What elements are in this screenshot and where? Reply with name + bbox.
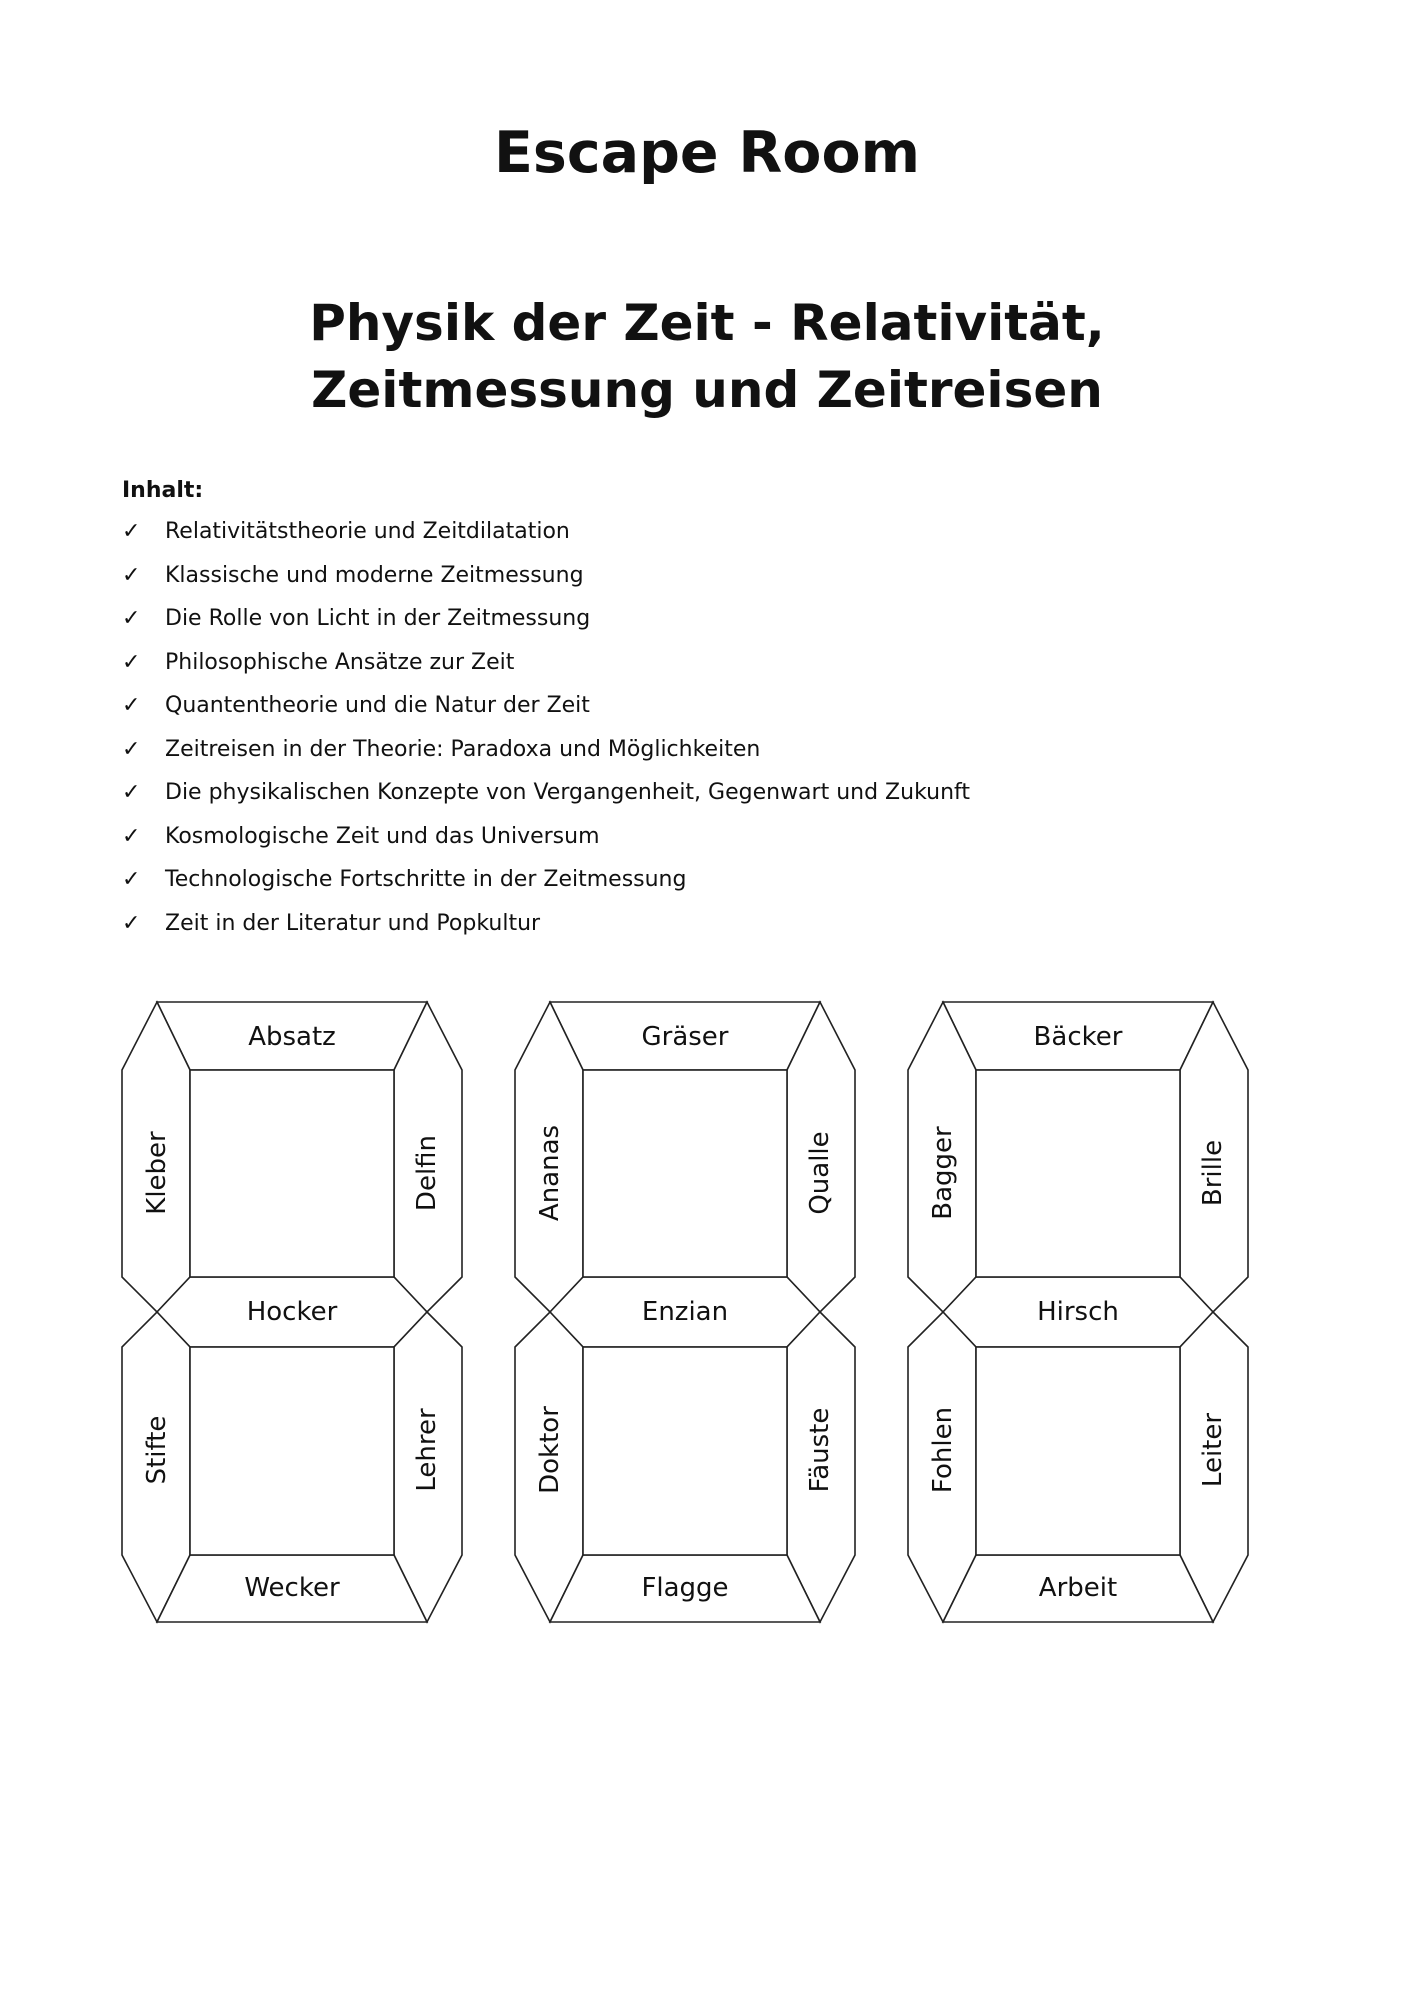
list-item-text: Klassische und moderne Zeitmessung [165, 562, 584, 588]
segment-label-top-right: Brille [1198, 1139, 1228, 1207]
inner-window-top [976, 1070, 1180, 1277]
segment-label-middle: Hirsch [1037, 1297, 1119, 1327]
segment-label-bottom-left: Doktor [535, 1406, 565, 1494]
segment-puzzle [515, 1002, 855, 1622]
segment-label-top-right: Qualle [805, 1131, 835, 1215]
segment-label-top-right: Delfin [412, 1134, 442, 1212]
list-item-text: Quantentheorie und die Natur der Zeit [165, 693, 590, 719]
segment-puzzle [122, 1002, 462, 1622]
segment-label-top: Gräser [641, 1022, 729, 1052]
list-item-text: Zeit in der Literatur und Popkultur [165, 910, 541, 936]
checkmark-icon: ✓ [122, 606, 141, 632]
inner-window-top [583, 1070, 787, 1277]
list-item-text: Die physikalischen Konzepte von Vergangenheit, Gegenwart und Zukunft [165, 780, 970, 806]
segment-label-bottom-right: Leiter [1198, 1412, 1228, 1488]
checkmark-icon: ✓ [122, 867, 141, 893]
segment-label-top: Bäcker [1033, 1022, 1123, 1052]
checkmark-icon: ✓ [122, 736, 141, 762]
segment-label-bottom-left: Stifte [142, 1415, 172, 1485]
checkmark-icon: ✓ [122, 519, 141, 545]
page-subtitle: Physik der Zeit - Relativität, Zeitmessung und Zeitreisen [309, 294, 1105, 419]
segment-puzzle [908, 1002, 1248, 1622]
segment-label-bottom: Flagge [641, 1573, 729, 1603]
checkmark-icon: ✓ [122, 649, 141, 675]
inner-window-top [190, 1070, 394, 1277]
segment-label-middle: Enzian [641, 1297, 729, 1327]
segment-label-middle: Hocker [246, 1297, 338, 1327]
list-item-text: Philosophische Ansätze zur Zeit [165, 649, 515, 675]
list-item-text: Relativitätstheorie und Zeitdilatation [165, 519, 570, 545]
segment-label-bottom-right: Lehrer [412, 1408, 442, 1492]
segment-label-bottom: Arbeit [1038, 1573, 1118, 1603]
inner-window-bottom [976, 1347, 1180, 1555]
segment-label-top-left: Bagger [928, 1126, 958, 1220]
segment-label-bottom-left: Fohlen [928, 1406, 958, 1494]
segment-label-bottom: Wecker [244, 1573, 340, 1603]
page-title: Escape Room [493, 120, 921, 186]
list-item-text: Zeitreisen in der Theorie: Paradoxa und Möglichkeiten [165, 736, 761, 762]
checkmark-icon: ✓ [122, 823, 141, 849]
checkmark-icon: ✓ [122, 693, 141, 719]
segment-label-top-left: Kleber [142, 1131, 172, 1215]
checkmark-icon: ✓ [122, 910, 141, 936]
checkmark-icon: ✓ [122, 562, 141, 588]
list-item-text: Technologische Fortschritte in der Zeitmessung [165, 867, 687, 893]
inner-window-bottom [190, 1347, 394, 1555]
checkmark-icon: ✓ [122, 780, 141, 806]
inner-window-bottom [583, 1347, 787, 1555]
contents-heading: Inhalt: [122, 478, 204, 503]
list-item-text: Die Rolle von Licht in der Zeitmessung [165, 606, 591, 632]
list-item-text: Kosmologische Zeit und das Universum [165, 823, 600, 849]
segment-label-top: Absatz [248, 1022, 336, 1052]
segment-label-bottom-right: Fäuste [805, 1407, 835, 1493]
segment-label-top-left: Ananas [535, 1124, 565, 1222]
